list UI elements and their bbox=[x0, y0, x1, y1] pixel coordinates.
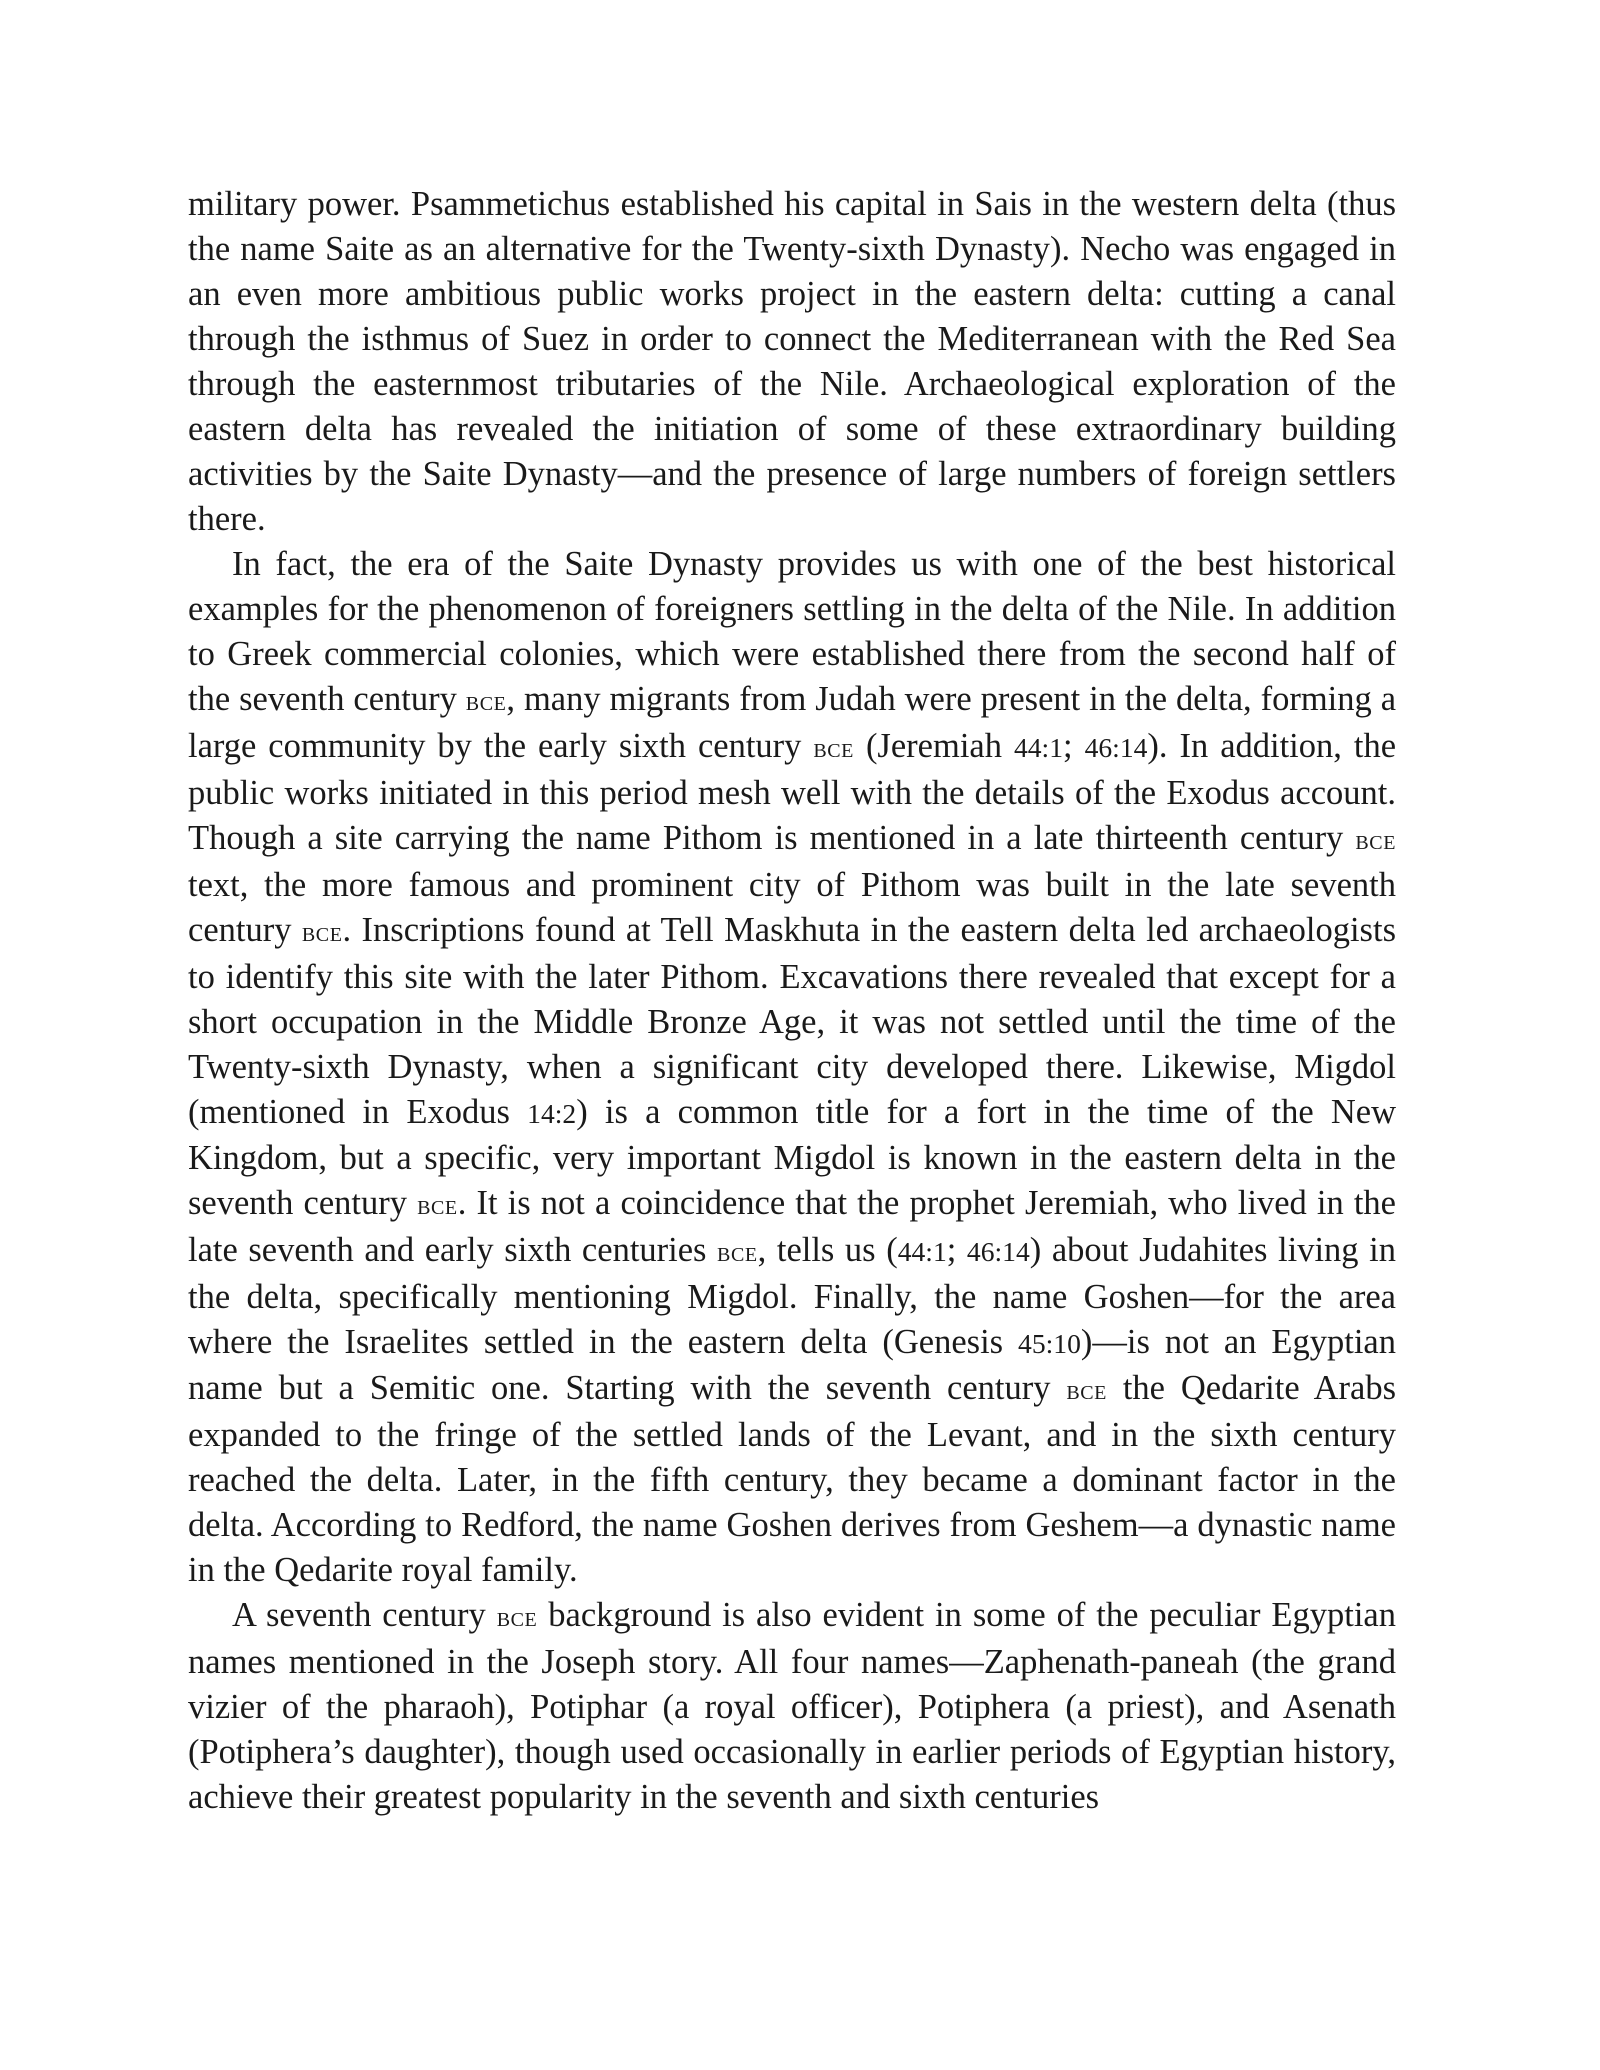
era-abbrev: bce bbox=[465, 686, 507, 717]
text-run: military power. Psammetichus established his capital in Sais in the western delta (thus the name Saite as an alternative for the Twenty-sixth Dynasty). Necho was engaged in an even more ambitious public works project in the eastern delta: cutting a canal through the isthmus of Suez in order to connect the Mediterranean with the Red Sea through the easternmost tributaries of the Nile. Archaeological exploration of the eastern delta has revealed the initiation of some of these extraordinary building activities by the Saite Dynasty—and the presence of large numbers of foreign settlers there. bbox=[188, 185, 1396, 538]
verse-ref: 46:14 bbox=[966, 1236, 1030, 1267]
text-run: ; bbox=[946, 1231, 967, 1269]
page-body bbox=[188, 182, 1396, 1820]
era-abbrev: bce bbox=[1066, 1375, 1107, 1406]
text-run: . Inscriptions found at Tell Maskhuta in the eastern delta led archaeologists to identify this site with the later Pithom. Excavations there revealed that except for a short occupation in the Middle Bronze Age, it was not settled until the time of the Twenty-sixth Dynasty, when a significant city developed there. Likewise, Migdol (mentioned in Exodus bbox=[188, 911, 1396, 1131]
text-run: ). In addition, the public works initiated in this period mesh well with the details of the Exodus account. Though a site carrying the name Pithom is mentioned in a late thirteenth century bbox=[188, 727, 1397, 857]
paragraph-3 bbox=[188, 1593, 1396, 1820]
paragraph-2 bbox=[188, 542, 1396, 1593]
text-run: ) is a common title for a fort in the time of the New Kingdom, but a specific, very important Migdol is known in the eastern delta in the seventh century bbox=[188, 1093, 1396, 1222]
text-run: , many migrants from Judah were present in the delta, forming a large community by the early sixth century bbox=[188, 680, 1397, 765]
text-run: )—is not an Egyptian name but a Semitic one. Starting with the seventh century bbox=[188, 1323, 1396, 1407]
paragraph-1 bbox=[188, 182, 1396, 542]
text-run: background is also evident in some of the peculiar Egyptian names mentioned in the Joseph story. All four names—Zaphenath-paneah (the grand vizier of the pharaoh), Potiphar (a royal officer), Potiphera (a priest), and Asenath (Potiphera’s daughter), though used occasionally in earlier periods of Egyptian history, achieve their greatest popularity in the seventh and sixth centuries bbox=[188, 1596, 1396, 1816]
verse-ref: 44:1 bbox=[897, 1236, 947, 1267]
verse-ref: 46:14 bbox=[1084, 732, 1148, 763]
text-run: , tells us ( bbox=[757, 1231, 898, 1269]
text-run: A seventh century bbox=[232, 1596, 497, 1634]
verse-ref: 45:10 bbox=[1018, 1328, 1081, 1359]
text-run: . It is not a coincidence that the prophet Jeremiah, who lived in the late seventh and early sixth centuries bbox=[188, 1184, 1396, 1269]
era-abbrev: bce bbox=[717, 1237, 758, 1268]
text-run: the Qedarite Arabs expanded to the fringe of the settled lands of the Levant, and in the sixth century reached the delta. Later, in the fifth century, they became a dominant factor in the delta. According to Redford, the name Goshen derives from Geshem—a dynastic name in the Qedarite royal family. bbox=[188, 1369, 1396, 1589]
era-abbrev: bce bbox=[417, 1190, 458, 1221]
verse-ref: 14:2 bbox=[527, 1098, 577, 1129]
era-abbrev: bce bbox=[301, 917, 343, 948]
text-run: text, the more famous and prominent city of Pithom was built in the late seventh century bbox=[188, 866, 1396, 949]
text-run: ; bbox=[1063, 727, 1085, 765]
era-abbrev: bce bbox=[1355, 825, 1396, 856]
text-run: ) about Judahites living in the delta, specifically mentioning Migdol. Finally, the name Goshen—for the area where the Israelites settled in the eastern delta (Genesis bbox=[188, 1231, 1396, 1361]
text-run: (Jeremiah bbox=[853, 727, 1014, 765]
era-abbrev: bce bbox=[813, 733, 854, 764]
verse-ref: 44:1 bbox=[1013, 732, 1063, 763]
era-abbrev: bce bbox=[496, 1602, 538, 1633]
text-run: In fact, the era of the Saite Dynasty provides us with one of the best historical examples for the phenomenon of foreigners settling in the delta of the Nile. In addition to Greek commercial colonies, which were established there from the second half of the seventh century bbox=[188, 545, 1396, 718]
